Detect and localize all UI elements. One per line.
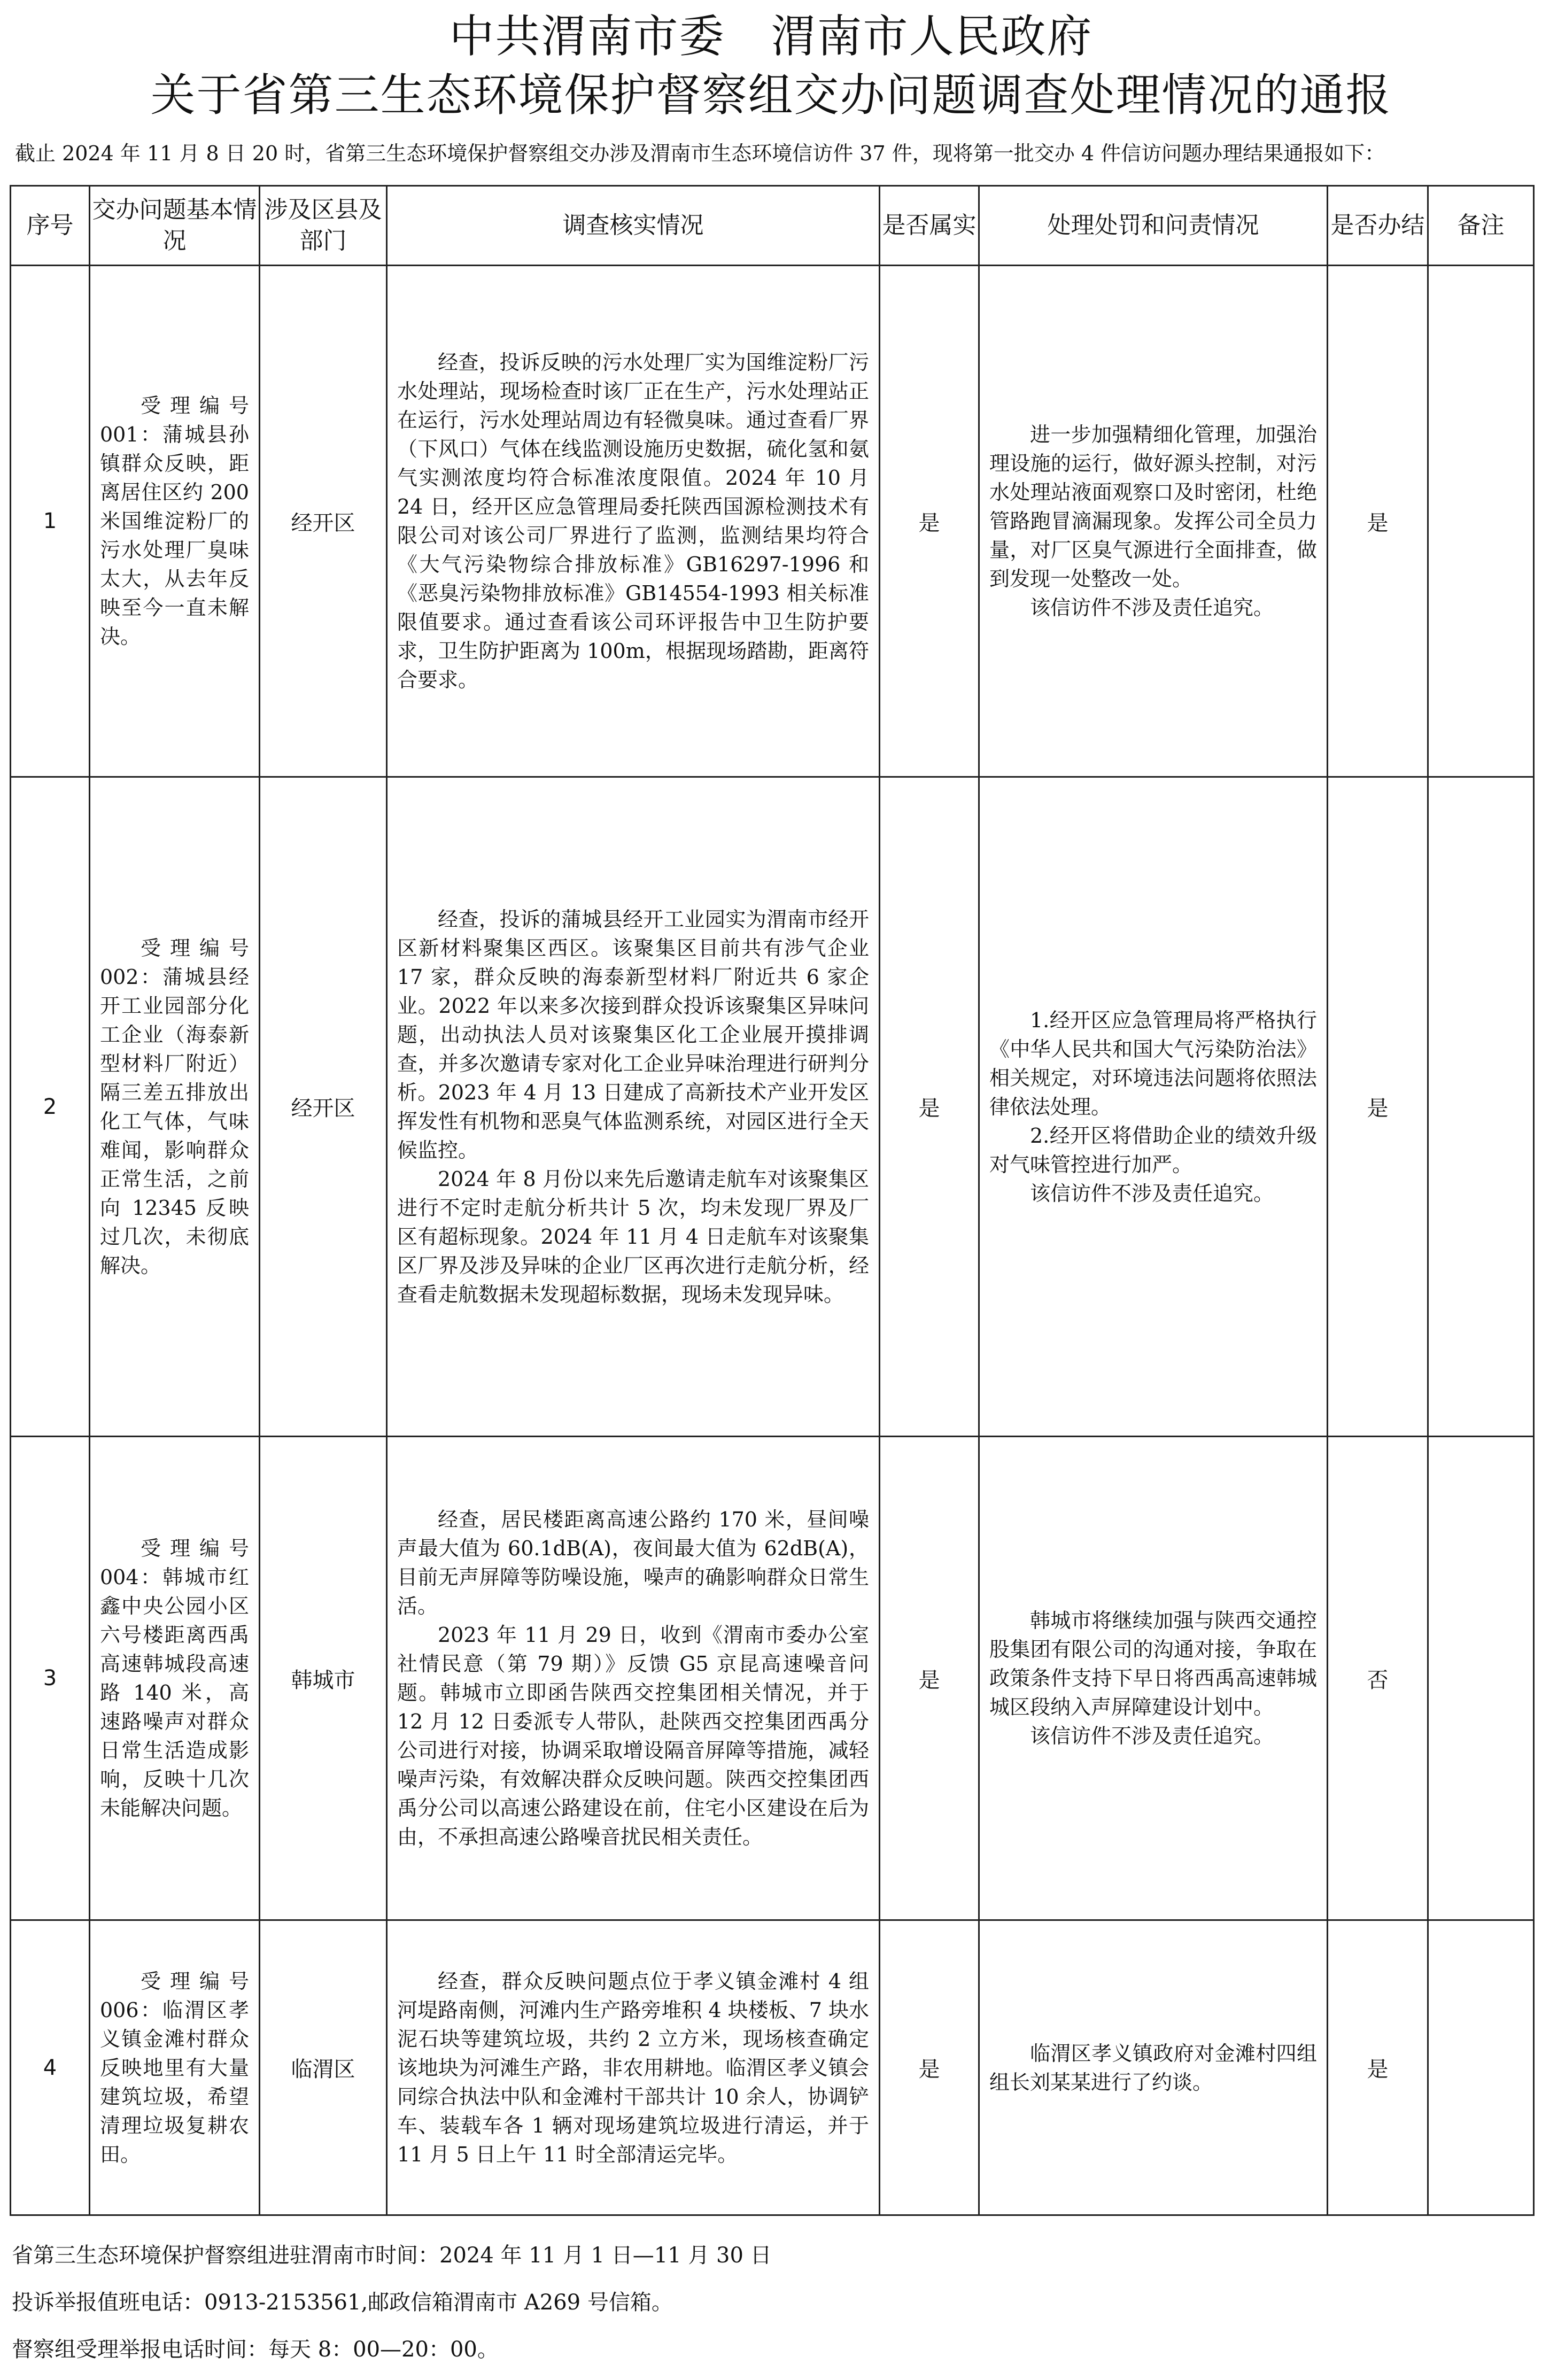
row-handling-paragraph: 进一步加强精细化管理，加强治理设施的运行，做好源头控制，对污水处理站液面观察口及时密闭，杜绝管路跑冒滴漏现象。发挥公司全员力量，对厂区臭气源进行全面排查，做到发现一处整改一处。 bbox=[989, 423, 1317, 591]
row-handling bbox=[979, 777, 1328, 1437]
row-verified: 是 bbox=[880, 266, 979, 777]
header-investigation: 调查核实情况 bbox=[387, 186, 880, 266]
row-handling-paragraph: 该信访件不涉及责任追究。 bbox=[1030, 1724, 1274, 1748]
row-closed: 否 bbox=[1328, 1437, 1428, 1920]
row-verified: 是 bbox=[880, 1437, 979, 1920]
row-no: 3 bbox=[11, 1437, 90, 1920]
footer-hours: 督察组受理举报电话时间：每天 8：00—20：00。 bbox=[12, 2337, 499, 2362]
row-problem-text: 受理编号 002：蒲城县经开工业园部分化工企业（海泰新型材料厂附近）隔三差五排放出化工气体，气味难闻，影响群众正常生活，之前向 12345 反映过几次，未彻底解决。 bbox=[100, 936, 249, 1277]
row-problem bbox=[90, 777, 260, 1437]
row-investigation bbox=[387, 1920, 880, 2215]
row-problem bbox=[90, 1437, 260, 1920]
row-investigation-paragraph: 经查，投诉反映的污水处理厂实为国维淀粉厂污水处理站，现场检查时该厂正在生产，污水处理站正在运行，污水处理站周边有轻微臭味。通过查看厂界（下风口）气体在线监测设施历史数据，硫化氢和氨气实测浓度均符合标准浓度限值。2024 年 10 月 24 日，经开区应急管理局委托陕西国源检测技术有限公司对该公司厂界进行了监测，监测结果均符合《大气污染物综合排放标准》GB16297-1996 和《恶臭污染物排放标准》GB14554-1993 相关标准限值要求。通过查看该公司环评报告中卫生防护要求，卫生防护距离为 100m，根据现场踏勘，距离符合要求。 bbox=[397, 351, 869, 692]
row-remark bbox=[1428, 1437, 1534, 1920]
row-handling bbox=[979, 1437, 1328, 1920]
header-problem: 交办问题基本情况 bbox=[90, 186, 260, 266]
row-remark bbox=[1428, 777, 1534, 1437]
table-row bbox=[11, 777, 1534, 1437]
row-handling-paragraph: 2.经开区将借助企业的绩效升级对气味管控进行加严。 bbox=[989, 1123, 1317, 1176]
header-verified: 是否属实 bbox=[880, 186, 979, 266]
row-investigation bbox=[387, 1437, 880, 1920]
row-problem bbox=[90, 266, 260, 777]
row-district: 经开区 bbox=[260, 777, 387, 1437]
row-problem-text: 受理编号 006：临渭区孝义镇金滩村群众反映地里有大量建筑垃圾，希望清理垃圾复耕农田。 bbox=[100, 1969, 249, 2166]
row-no: 1 bbox=[11, 266, 90, 777]
row-handling-paragraph: 1.经开区应急管理局将严格执行《中华人民共和国大气污染防治法》相关规定，对环境违法问题将依照法律依法处理。 bbox=[989, 1008, 1317, 1119]
row-handling-paragraph: 该信访件不涉及责任追究。 bbox=[1030, 1181, 1274, 1205]
row-verified: 是 bbox=[880, 1920, 979, 2215]
row-investigation bbox=[387, 777, 880, 1437]
table-row bbox=[11, 266, 1534, 777]
row-investigation-paragraph: 经查，投诉的蒲城县经开工业园实为渭南市经开区新材料聚集区西区。该聚集区目前共有涉气企业 17 家，群众反映的海泰新型材料厂附近共 6 家企业。2022 年以来多次接到群众投诉该聚集区异味问题，出动执法人员对该聚集区化工企业展开摸排调查，并多次邀请专家对化工企业异味治理进行研判分析。2023 年 4 月 13 日建成了高新技术产业开发区挥发性有机物和恶臭气体监测系统，对园区进行全天候监控。 bbox=[397, 907, 869, 1162]
intro-paragraph: 截止 2024 年 11 月 8 日 20 时，省第三生态环境保护督察组交办涉及渭南市生态环境信访件 37 件，现将第一批交办 4 件信访问题办理结果通报如下： bbox=[15, 142, 1385, 165]
row-district: 经开区 bbox=[260, 266, 387, 777]
report-table bbox=[10, 185, 1535, 2216]
header-closed: 是否办结 bbox=[1328, 186, 1428, 266]
row-district: 韩城市 bbox=[260, 1437, 387, 1920]
table-header-row bbox=[11, 186, 1534, 266]
row-investigation-paragraph: 2023 年 11 月 29 日，收到《渭南市委办公室社情民意（第 79 期）》反馈 G5 京昆高速噪音问题。韩城市立即函告陕西交控集团相关情况，并于 12 月 12 日委派专人带队，赴陕西交控集团西禹分公司进行对接，协调采取增设隔音屏障等措施，减轻噪声污染，有效解决群众反映问题。陕西交控集团西禹分公司以高速公路建设在前，住宅小区建设在后为由，不承担高速公路噪音扰民相关责任。 bbox=[397, 1623, 869, 1849]
row-problem-text: 受理编号 001：蒲城县孙镇群众反映，距离居住区约 200 米国维淀粉厂的污水处理厂臭味太大，从去年反映至今一直未解决。 bbox=[100, 394, 249, 648]
header-no: 序号 bbox=[11, 186, 90, 266]
table-row bbox=[11, 1920, 1534, 2215]
header-remark: 备注 bbox=[1428, 186, 1534, 266]
row-investigation-paragraph: 经查，群众反映问题点位于孝义镇金滩村 4 组河堤路南侧，河滩内生产路旁堆积 4 块楼板、7 块水泥石块等建筑垃圾，共约 2 立方米，现场核查确定该地块为河滩生产路，非农用耕地。临渭区孝义镇会同综合执法中队和金滩村干部共计 10 余人，协调铲车、装载车各 1 辆对现场建筑垃圾进行清运，并于 11 月 5 日上午 11 时全部清运完毕。 bbox=[397, 1969, 869, 2166]
row-no: 2 bbox=[11, 777, 90, 1437]
table-row bbox=[11, 1437, 1534, 1920]
footer-hotline: 投诉举报值班电话：0913-2153561,邮政信箱渭南市 A269 号信箱。 bbox=[12, 2290, 673, 2315]
row-closed: 是 bbox=[1328, 1920, 1428, 2215]
header-district: 涉及区县及部门 bbox=[260, 186, 387, 266]
row-investigation-paragraph: 经查，居民楼距离高速公路约 170 米，昼间噪声最大值为 60.1dB(A)，夜间最大值为 62dB(A)，目前无声屏障等防噪设施，噪声的确影响群众日常生活。 bbox=[397, 1508, 869, 1618]
row-district: 临渭区 bbox=[260, 1920, 387, 2215]
footer-stay-period: 省第三生态环境保护督察组进驻渭南市时间：2024 年 11 月 1 日—11 月 30 日 bbox=[12, 2243, 772, 2268]
row-closed: 是 bbox=[1328, 777, 1428, 1437]
header-handling: 处理处罚和问责情况 bbox=[979, 186, 1328, 266]
row-handling-paragraph: 该信访件不涉及责任追究。 bbox=[1030, 596, 1274, 619]
document-title-line1: 中共渭南市委 渭南市人民政府 bbox=[449, 10, 1093, 63]
row-remark bbox=[1428, 1920, 1534, 2215]
row-handling-paragraph: 临渭区孝义镇政府对金滩村四组组长刘某某进行了约谈。 bbox=[989, 2041, 1317, 2094]
row-investigation-paragraph: 2024 年 8 月份以来先后邀请走航车对该聚集区进行不定时走航分析共计 5 次，均未发现厂界及厂区有超标现象。2024 年 11 月 4 日走航车对该聚集区厂界及涉及异味的企业厂区再次进行走航分析，经查看走航数据未发现超标数据，现场未发现异味。 bbox=[397, 1167, 869, 1306]
row-verified: 是 bbox=[880, 777, 979, 1437]
row-handling-paragraph: 韩城市将继续加强与陕西交通控股集团有限公司的沟通对接，争取在政策条件支持下早日将西禹高速韩城城区段纳入声屏障建设计划中。 bbox=[989, 1609, 1317, 1719]
row-handling bbox=[979, 266, 1328, 777]
row-remark bbox=[1428, 266, 1534, 777]
row-investigation bbox=[387, 266, 880, 777]
row-handling bbox=[979, 1920, 1328, 2215]
row-closed: 是 bbox=[1328, 266, 1428, 777]
document-title-line2: 关于省第三生态环境保护督察组交办问题调查处理情况的通报 bbox=[150, 69, 1392, 121]
row-problem bbox=[90, 1920, 260, 2215]
row-no: 4 bbox=[11, 1920, 90, 2215]
row-problem-text: 受理编号 004：韩城市红鑫中央公园小区六号楼距离西禹高速韩城段高速路 140 米，高速路噪声对群众日常生活造成影响，反映十几次未能解决问题。 bbox=[100, 1537, 249, 1820]
